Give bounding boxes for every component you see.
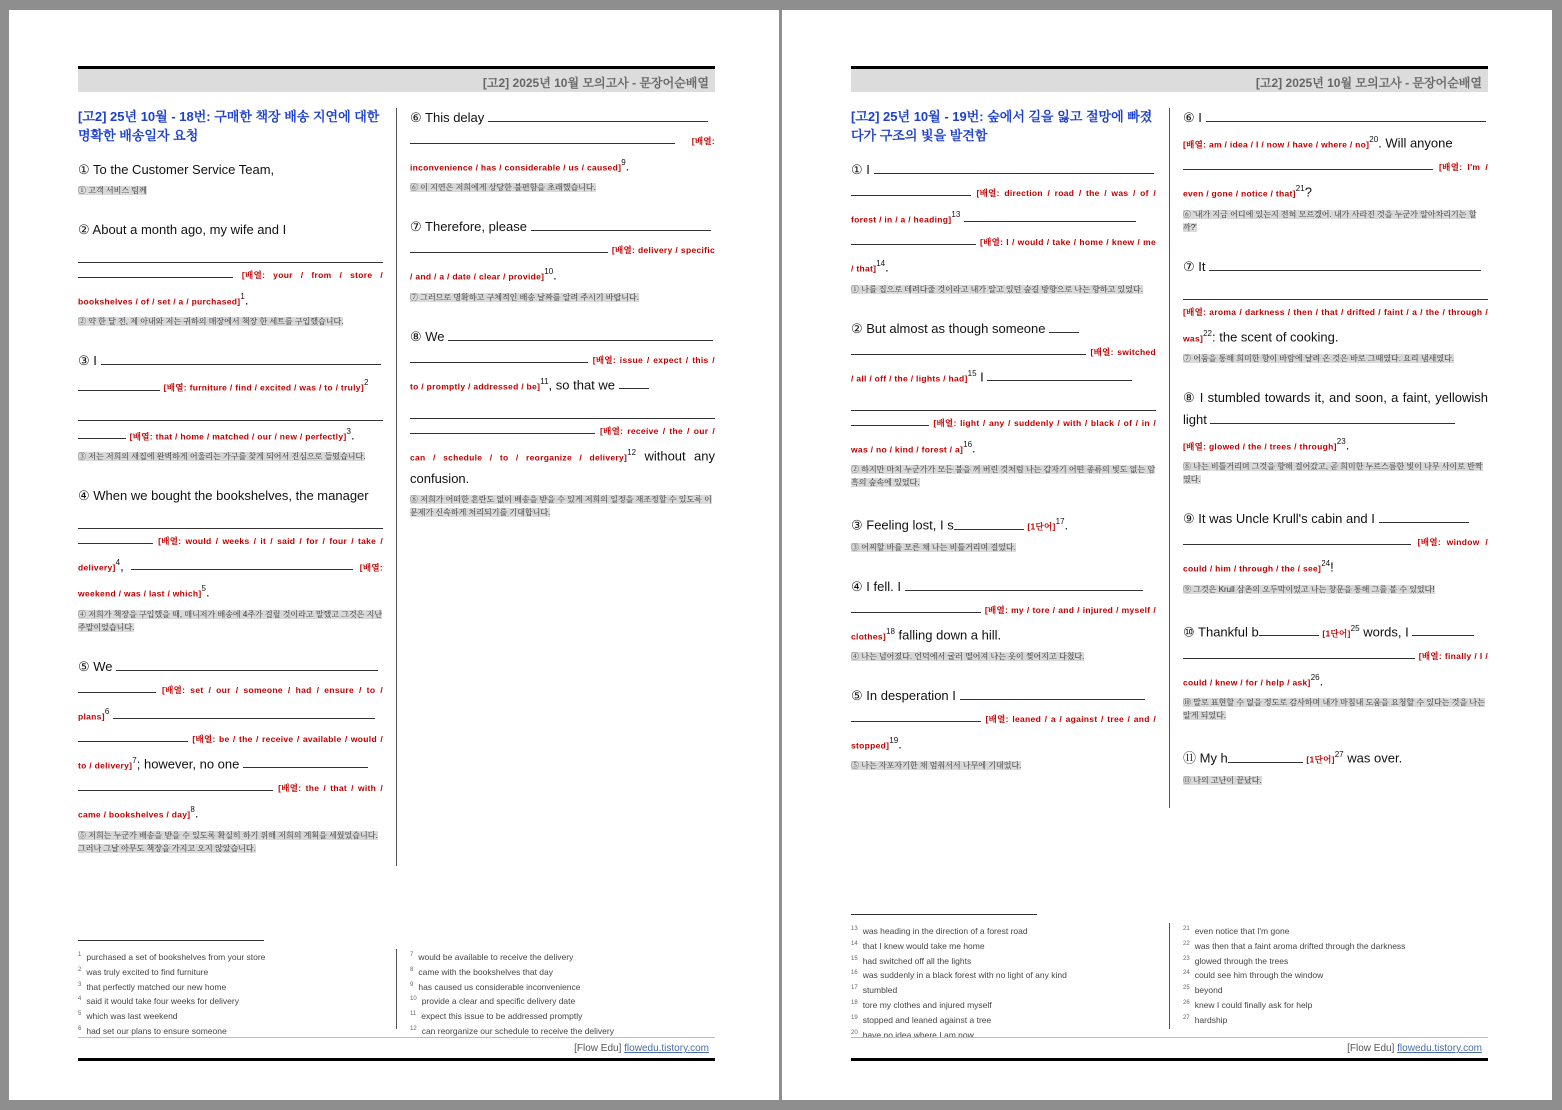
footnote-text: was heading in the direction of a forest road bbox=[862, 925, 1028, 936]
korean-translation: ⑤ 나는 자포자기한 채 멈춰서서 나무에 기대었다. bbox=[851, 761, 1022, 771]
sentence-start: ⑦ Therefore, please bbox=[410, 219, 527, 235]
footnotes-left bbox=[78, 949, 388, 1038]
sentence-start: ⑦ It bbox=[1183, 258, 1206, 274]
question-title: [고2] 25년 10월 - 19번: 숲에서 길을 잃고 절망에 빠졌다가 구조의 빛을 발견함 bbox=[851, 109, 1153, 143]
answer-blank[interactable] bbox=[101, 351, 381, 365]
korean-translation: ⑧ 저희가 어떠한 혼란도 없이 배송을 받을 수 있게 저희의 일정을 재조정할 수 있도록 이 문제가 신속하게 처리되기를 기대합니다. bbox=[410, 495, 712, 518]
answer-blank[interactable] bbox=[78, 507, 383, 529]
column-divider bbox=[1169, 108, 1170, 808]
answer-blank[interactable] bbox=[78, 777, 273, 791]
sentence-start: ③ I bbox=[78, 353, 97, 369]
footnote-number: 6 bbox=[78, 1026, 82, 1033]
footnote-number: 24 bbox=[1183, 970, 1190, 977]
sentence-mid: ; however, no one bbox=[136, 756, 240, 772]
answer-blank[interactable] bbox=[851, 412, 929, 426]
answer-blank[interactable] bbox=[851, 182, 971, 196]
answer-blank[interactable] bbox=[78, 728, 188, 742]
footnote-divider bbox=[1169, 923, 1170, 1029]
answer-blank[interactable] bbox=[448, 327, 713, 341]
footnote bbox=[78, 964, 388, 979]
sentence-start: ① I bbox=[851, 162, 870, 177]
word-order-hint: [배열: the / that / with / came / bookshelves / day] bbox=[78, 783, 383, 820]
footnote-number: 9 bbox=[410, 981, 414, 988]
footnote-number: 12 bbox=[410, 1026, 417, 1033]
footnote bbox=[1183, 967, 1488, 982]
footnote bbox=[410, 993, 715, 1008]
sentence-start: ② About a month ago, my wife and I bbox=[78, 222, 287, 237]
page-header: [고2] 2025년 10월 모의고사 - 문장어순배열 bbox=[78, 66, 715, 92]
word-order-hint: [배열: your / from / store / bookshelves / of / set / a / purchased] bbox=[78, 270, 383, 307]
footnote-number: 19 bbox=[851, 1014, 858, 1021]
footnotes-right bbox=[410, 949, 715, 1038]
sentence-start: ⑥ I bbox=[1183, 110, 1202, 125]
footnote bbox=[1183, 982, 1488, 997]
answer-blank[interactable] bbox=[851, 708, 981, 722]
sentence-end: was over. bbox=[1347, 750, 1403, 766]
footer-link[interactable]: flowedu.tistory.com bbox=[624, 1043, 709, 1054]
footnote-number: 1 bbox=[78, 952, 82, 958]
sentence-text: ① To the Customer Service Team, bbox=[78, 162, 275, 177]
sentence-11: ⑪ My h [1단어]$^{27}$ was over. ⑪ 나의 고난이 끝났다. bbox=[1183, 750, 1403, 785]
footnote-text: glowed through the trees bbox=[1194, 955, 1289, 966]
footnote-text: hardship bbox=[1194, 1014, 1228, 1025]
sentence-start: ③ Feeling lost, I s bbox=[851, 517, 954, 533]
answer-blank[interactable] bbox=[1183, 278, 1488, 300]
word-order-hint: [배열: that / home / matched / our / new / perfectly] bbox=[129, 430, 347, 441]
footnote bbox=[78, 979, 388, 994]
answer-blank[interactable] bbox=[131, 556, 353, 570]
sentence-5: ⑤ We [배열: set / our / someone / had / ensure / to / plans]$^6$ [배열: be / the / receive / available / would / to / delivery]$^7$; however, no one [배열: the / that / with / came / bookshelves / day]$^8$. ⑤ 저희는 누군가 배송을 받을 수 있도록 확실히 하기 위해 저희의 계획을 세웠었습니다. 그러나 그날 아무도 책장을 가지고 오지 않았습니다. bbox=[78, 658, 383, 853]
footnote-number: 25 bbox=[1183, 985, 1190, 992]
answer-blank[interactable] bbox=[619, 375, 649, 389]
page-2 bbox=[782, 10, 1552, 1100]
footer-label: [Flow Edu] bbox=[1347, 1043, 1395, 1054]
sentence-start: ⑩ Thankful b bbox=[1183, 623, 1259, 639]
word-order-hint: [배열: switched / all / off / the / lights / had] bbox=[851, 346, 1156, 383]
word-order-hint: [배열: direction / road / the / was / of / forest / in / a / heading] bbox=[851, 188, 1156, 225]
korean-translation: ⑪ 나의 고난이 끝났다. bbox=[1183, 775, 1262, 785]
footer-label: [Flow Edu] bbox=[574, 1043, 622, 1054]
sentence-3: ③ I [배열: furniture / find / excited / was / to / truly]$^2$ [배열: that / home / matched / our / new / perfectly]$^3$. ③ 저는 저희의 새집에 완벽하게 어울리는 가구를 찾게 되어서 진심으로 들떴습니다. bbox=[78, 350, 383, 463]
footnote-text: was suddenly in a black forest with no light of any kind bbox=[862, 970, 1067, 981]
footnote-text: that I knew would take me home bbox=[862, 940, 985, 951]
word-order-hint: [배열: my / tore / and / injured / myself / clothes] bbox=[851, 604, 1156, 641]
sentence-start: ④ When we bought the bookshelves, the manager bbox=[78, 487, 369, 503]
question-title: [고2] 25년 10월 - 18번: 구매한 책장 배송 지연에 대한 명확한 배송일자 요청 bbox=[78, 109, 380, 143]
word-order-hint: [배열: leaned / a / against / tree / and / stopped] bbox=[851, 713, 1156, 751]
answer-blank[interactable] bbox=[1183, 531, 1411, 545]
korean-translation: ⑨ 그것은 Krull 삼촌의 오두막이었고 나는 창문을 통해 그를 볼 수 있었다! bbox=[1183, 584, 1435, 594]
column-divider bbox=[396, 108, 397, 866]
answer-blank[interactable] bbox=[851, 389, 1156, 411]
footnote bbox=[851, 967, 1161, 982]
footnote-text: stumbled bbox=[862, 985, 898, 996]
word-order-hint: [배열: weekend / was / last / which] bbox=[78, 562, 383, 599]
footnote bbox=[851, 1012, 1161, 1027]
footnote-text: which was last weekend bbox=[86, 1011, 178, 1022]
korean-translation: ⑦ 어둠을 통해 희미한 향이 바람에 날려 온 것은 바로 그때였다. 요리 냄새였다. bbox=[1183, 353, 1454, 363]
footnote-number: 26 bbox=[1183, 1000, 1190, 1007]
answer-blank[interactable] bbox=[78, 377, 160, 391]
footnote bbox=[78, 1008, 388, 1023]
sentence-start: ⑥ This delay bbox=[410, 110, 485, 125]
footnote bbox=[410, 949, 715, 964]
sentence-start: ④ I fell. I bbox=[851, 578, 901, 594]
word-order-hint: [배열: delivery / specific / and / a / date / clear / provide] bbox=[410, 245, 715, 282]
footnote-number: 14 bbox=[851, 940, 858, 947]
sentence-9: ⑨ It was Uncle Krull's cabin and I [배열: window / could / him / through / the / see]$^{24}$! ⑨ 그것은 Krull 삼촌의 오두막이었고 나는 창문을 통해 그를 볼 수 있었다! bbox=[1183, 511, 1488, 594]
footnote bbox=[78, 1023, 388, 1038]
answer-blank[interactable] bbox=[905, 577, 1143, 591]
page-footer bbox=[78, 1037, 715, 1061]
footnote-number: 11 bbox=[410, 1011, 417, 1018]
sentence-end: : the scent of cooking. bbox=[1212, 328, 1339, 344]
korean-translation: ⑦ 그러므로 명확하고 구체적인 배송 날짜를 알려 주시기 바랍니다. bbox=[410, 292, 639, 302]
answer-blank[interactable] bbox=[116, 657, 378, 671]
sentence-8: ⑧ We [배열: issue / expect / this / to / promptly / addressed / be]$^{11}$, so that we [배열: receive / the / our / can / schedule / to / reorganize / delivery]$^{12}$ without any confusion. ⑧ 저희가 어떠한 혼란도 없이 배송을 받을 수 있게 저희의 일정을 재조정할 수 있도록 이 문제가 신속하게 처리되기를 기대합니다. bbox=[410, 328, 715, 518]
answer-blank[interactable] bbox=[964, 208, 1136, 222]
footnote-text: had set our plans to ensure someone bbox=[86, 1025, 227, 1036]
page-header: [고2] 2025년 10월 모의고사 - 문장어순배열 bbox=[851, 66, 1488, 92]
answer-blank[interactable] bbox=[410, 397, 715, 419]
footnote-number: 15 bbox=[851, 955, 858, 962]
sentence-7: ⑦ Therefore, please [배열: delivery / specific / and / a / date / clear / provide]$^{10}$. ⑦ 그러므로 명확하고 구체적인 배송 날짜를 알려 주시기 바랍니다. bbox=[410, 219, 715, 302]
word-order-hint: [배열: set / our / someone / had / ensure / to / plans] bbox=[78, 684, 383, 721]
answer-blank[interactable] bbox=[851, 231, 976, 245]
footnote bbox=[1183, 1012, 1488, 1027]
footnote bbox=[1183, 953, 1488, 968]
korean-translation: ④ 나는 넘어졌다. 언덕에서 굴러 떨어져 나는 옷이 찢어지고 다쳤다. bbox=[851, 651, 1085, 661]
footnote bbox=[78, 949, 388, 964]
footnote-number: 22 bbox=[1183, 940, 1190, 947]
answer-blank[interactable] bbox=[954, 516, 1024, 530]
footnote-text: was then that a faint aroma drifted through the darkness bbox=[1194, 940, 1406, 951]
left-column bbox=[78, 107, 383, 871]
answer-blank[interactable] bbox=[410, 130, 675, 144]
footnote-text: would be available to receive the delivery bbox=[418, 951, 574, 962]
footnote-text: came with the bookshelves that day bbox=[418, 966, 554, 977]
answer-blank[interactable] bbox=[488, 108, 708, 122]
sentence-8: ⑧ I stumbled towards it, and soon, a faint, yellowish light [배열: glowed / the / trees / through]$^{23}$. ⑧ 나는 비틀거리며 그것을 향해 걸어갔고, 곧 희미한 누르스름한 빛이 나무 사이로 반짝였다. bbox=[1183, 389, 1488, 485]
korean-translation: ③ 저는 저희의 새집에 완벽하게 어울리는 가구를 찾게 되어서 진심으로 들떴습니다. bbox=[78, 451, 366, 461]
footnote-number: 10 bbox=[410, 996, 417, 1003]
footnote bbox=[410, 964, 715, 979]
answer-blank[interactable] bbox=[243, 754, 368, 768]
footnote-text: even notice that I'm gone bbox=[1194, 925, 1290, 936]
left-column bbox=[851, 107, 1156, 788]
word-order-hint: [배열: be / the / receive / available / would / to / delivery] bbox=[78, 733, 383, 771]
sentence-mid: , so that we bbox=[548, 376, 616, 392]
word-order-hint: [배열: finally / I / could / knew / for / help / ask] bbox=[1183, 650, 1488, 688]
word-order-hint: [배열: aroma / darkness / then / that / drifted / faint / a / the / through / was] bbox=[1183, 306, 1488, 343]
footnote bbox=[851, 923, 1161, 938]
footnote-number: 27 bbox=[1183, 1014, 1190, 1021]
footnote-number: 20 bbox=[851, 1029, 858, 1036]
footnote-number: 21 bbox=[1183, 926, 1190, 932]
footnote bbox=[1183, 997, 1488, 1012]
answer-blank[interactable] bbox=[78, 530, 153, 544]
footnote-text: said it would take four weeks for delivery bbox=[86, 996, 239, 1007]
footnote-number: 23 bbox=[1183, 955, 1190, 962]
answer-blank[interactable] bbox=[851, 341, 1086, 355]
word-order-hint: [배열: am / idea / I / now / have / where / no] bbox=[1183, 139, 1370, 150]
answer-blank[interactable] bbox=[1183, 645, 1415, 659]
korean-translation: ① 고객 서비스 팀께 bbox=[78, 186, 147, 195]
footnote-number: 2 bbox=[78, 966, 82, 973]
footnote-text: that perfectly matched our new home bbox=[86, 981, 227, 992]
footnote-text: expect this issue to be addressed promptly bbox=[421, 1011, 583, 1022]
korean-translation: ⑥ '내가 지금 어디에 있는지 전혀 모르겠어. 내가 사라진 것을 누군가 알아차리기는 할까?' bbox=[1183, 209, 1477, 232]
sentence-start: ⑤ We bbox=[78, 658, 113, 674]
footnote-text: has caused us considerable inconvenience bbox=[418, 981, 581, 992]
sentence-6: ⑥ I [배열: am / idea / I / now / have / where / no]$^{20}$. Will anyone [배열: I'm / even / gone / notice / that]$^{21}$? ⑥ '내가 지금 어디에 있는지 전혀 모르겠어. 내가 사라진 것을 누군가 알아차리기는 할까?' bbox=[1183, 110, 1488, 232]
answer-blank[interactable] bbox=[113, 705, 375, 719]
answer-blank[interactable] bbox=[987, 367, 1132, 381]
footnote bbox=[851, 953, 1161, 968]
sentence-start: ⑧ We bbox=[410, 328, 445, 344]
answer-blank[interactable] bbox=[410, 349, 588, 363]
korean-translation: ③ 어찌할 바를 모른 채 나는 비틀거리며 걸었다. bbox=[851, 542, 1016, 552]
word-order-hint: [배열: furniture / find / excited / was / to / truly] bbox=[163, 382, 364, 393]
answer-blank[interactable] bbox=[1412, 622, 1474, 636]
sentence-2: ② But almost as though someone [배열: switched / all / off / the / lights / had]$^{15}$ I [배열: light / any / suddenly / with / black / of / in / was / no / kind / forest / a]$^{16}$. ② 하지만 마치 누군가가 모든 불을 꺼 버린 것처럼 나는 갑자기 어떤 종류의 빛도 없는 암흑의 숲속에 있었다. bbox=[851, 320, 1156, 488]
footnote-text: have no idea where I am now bbox=[862, 1029, 974, 1040]
sentence-7: ⑦ It [배열: aroma / darkness / then / that / drifted / faint / a / the / through / was]$^{22}$: the scent of cooking. ⑦ 어둠을 통해 희미한 향이 바람에 날려 온 것은 바로 그때였다. 요리 냄새였다. bbox=[1183, 258, 1488, 363]
word-order-hint: [배열: I / would / take / home / knew / me / that] bbox=[851, 237, 1156, 274]
sentence-2: ② About a month ago, my wife and I [배열: your / from / store / bookshelves / of / set / a / purchased]$^1$. ② 약 한 달 전, 제 아내와 저는 귀하의 매장에서 책장 한 세트를 구입했습니다. bbox=[78, 219, 383, 328]
footnote bbox=[78, 993, 388, 1008]
sentence-4: ④ I fell. I [배열: my / tore / and / injured / myself / clothes]$^{18}$ falling down a hill. ④ 나는 넘어졌다. 언덕에서 굴러 떨어져 나는 옷이 찢어지고 다쳤다. bbox=[851, 578, 1156, 661]
footnote-text: purchased a set of bookshelves from your store bbox=[86, 951, 266, 962]
word-order-hint: [배열: receive / the / our / can / schedule / to / reorganize / delivery] bbox=[410, 425, 715, 463]
footnote-text: knew I could finally ask for help bbox=[1194, 999, 1313, 1010]
word-order-hint: [배열: I'm / even / gone / notice / that] bbox=[1183, 162, 1488, 199]
footnote-text: stopped and leaned against a tree bbox=[862, 1014, 992, 1025]
footnotes-right bbox=[1183, 923, 1488, 1027]
sentence-start: ⑪ My h bbox=[1183, 750, 1228, 766]
footnote bbox=[851, 938, 1161, 953]
footnote-text: had switched off all the lights bbox=[862, 955, 972, 966]
word-order-hint: [배열: window / could / him / through / the / see] bbox=[1183, 537, 1488, 574]
sentence-start: ⑧ I stumbled towards it, and soon, a faint, yellowish light bbox=[1183, 389, 1488, 427]
sentence-end: falling down a hill. bbox=[898, 626, 1002, 642]
footnote-text: beyond bbox=[1194, 985, 1223, 996]
footnote bbox=[410, 979, 715, 994]
korean-translation: ④ 저희가 책장을 구입했을 때, 매니저가 배송에 4주가 걸릴 것이라고 말했고 그것은 지난 주말이었습니다. bbox=[78, 609, 383, 632]
footnote-text: can reorganize our schedule to receive the delivery bbox=[421, 1025, 614, 1036]
answer-blank[interactable] bbox=[1209, 257, 1481, 271]
sentence-1: ① I [배열: direction / road / the / was / of / forest / in / a / heading]$^{13}$ [배열: I / would / take / home / knew / me / that]$^{14}$. ① 나를 집으로 데려다줄 것이라고 내가 알고 있던 숲길 방향으로 나는 향하고 있었다. bbox=[851, 162, 1156, 294]
sentence-mid: Will anyone bbox=[1385, 135, 1453, 151]
answer-blank[interactable] bbox=[960, 686, 1145, 700]
answer-blank[interactable] bbox=[410, 420, 595, 434]
sentence-3: ③ Feeling lost, I s [1단어]$^{17}$. ③ 어찌할 바를 모른 채 나는 비틀거리며 걸었다. bbox=[851, 517, 1069, 552]
answer-blank[interactable] bbox=[1183, 156, 1433, 170]
footnote bbox=[1183, 938, 1488, 953]
answer-blank[interactable] bbox=[1259, 622, 1319, 636]
footnote-number: 5 bbox=[78, 1011, 82, 1018]
answer-blank[interactable] bbox=[874, 160, 1154, 174]
word-order-hint: [배열: light / any / suddenly / with / black / of / in / was / no / kind / forest / a] bbox=[851, 417, 1156, 455]
footnote-rule bbox=[851, 914, 1037, 915]
footnote-number: 13 bbox=[851, 926, 858, 932]
footnote bbox=[851, 982, 1161, 997]
sentence-6: ⑥ This delay [배열: inconvenience / has / considerable / us / caused]$^9$. ⑥ 이 지연은 저희에게 상당한 불편함을 초래했습니다. bbox=[410, 110, 715, 193]
footnote bbox=[1183, 923, 1488, 938]
word-order-hint: [배열: inconvenience / has / considerable / us / caused] bbox=[410, 136, 715, 173]
answer-blank[interactable] bbox=[410, 239, 608, 253]
footnote-number: 16 bbox=[851, 970, 858, 977]
answer-blank[interactable] bbox=[1206, 108, 1486, 122]
footnote-divider bbox=[396, 949, 397, 1029]
sentence-mid: I bbox=[980, 368, 984, 384]
korean-translation: ⑥ 이 지연은 저희에게 상당한 불편함을 초래했습니다. bbox=[410, 183, 596, 193]
sentence-4: ④ When we bought the bookshelves, the manager [배열: would / weeks / it / said / for / four / take / delivery]$^4$, [배열: weekend / was / last / which]$^5$. ④ 저희가 책장을 구입했을 때, 매니저가 배송에 4주가 걸릴 것이라고 말했고 그것은 지난 주말이었습니다. bbox=[78, 485, 383, 634]
korean-translation: ② 약 한 달 전, 제 아내와 저는 귀하의 매장에서 책장 한 세트를 구입했습니다. bbox=[78, 317, 344, 327]
right-column bbox=[410, 107, 715, 535]
answer-blank[interactable] bbox=[531, 217, 711, 231]
footnote-text: was truly excited to find furniture bbox=[86, 966, 209, 977]
sentence-mid: words, I bbox=[1363, 623, 1409, 639]
sentence-5: ⑤ In desperation I [배열: leaned / a / against / tree / and / stopped]$^{19}$. ⑤ 나는 자포자기한 채 멈춰서서 나무에 기대었다. bbox=[851, 687, 1156, 771]
footnote-number: 3 bbox=[78, 981, 82, 988]
footnote bbox=[410, 1023, 715, 1038]
sentence-start: ⑤ In desperation I bbox=[851, 687, 956, 703]
answer-blank[interactable] bbox=[78, 425, 126, 439]
footnote bbox=[410, 1008, 715, 1023]
korean-translation: ⑤ 저희는 누군가 배송을 받을 수 있도록 확실히 하기 위해 저희의 계획을 세웠었습니다. 그러나 그날 아무도 책장을 가지고 오지 않았습니다. bbox=[78, 830, 378, 853]
korean-translation: ⑧ 나는 비틀거리며 그것을 향해 걸어갔고, 곧 희미한 누르스름한 빛이 나무 사이로 반짝였다. bbox=[1183, 462, 1483, 485]
sentence-1 bbox=[78, 159, 383, 197]
sentence-10: ⑩ Thankful b [1단어]$^{25}$ words, I [배열: finally / I / could / knew / for / help / ask]$^{26}$. ⑩ 말로 표현할 수 없을 정도로 감사하며 내가 마침내 도움을 요청할 수 있다는 것을 나는 알게 되었다. bbox=[1183, 623, 1488, 721]
footnote-rule bbox=[78, 940, 264, 941]
footnote-number: 8 bbox=[410, 966, 414, 973]
answer-blank[interactable] bbox=[78, 241, 383, 263]
footnote-number: 4 bbox=[78, 996, 82, 1003]
word-order-hint: [배열: issue / expect / this / to / promptly / addressed / be] bbox=[410, 354, 715, 391]
answer-blank[interactable] bbox=[1210, 410, 1455, 424]
footnote-number: 18 bbox=[851, 1000, 858, 1007]
answer-blank[interactable] bbox=[1049, 319, 1079, 333]
single-word-tag: [1단어] bbox=[1027, 521, 1056, 532]
answer-blank[interactable] bbox=[1228, 749, 1303, 763]
footnote-text: could see him through the window bbox=[1194, 970, 1324, 981]
right-column bbox=[1183, 107, 1488, 803]
korean-translation: ② 하지만 마치 누군가가 모든 불을 꺼 버린 것처럼 나는 갑자기 어떤 종류의 빛도 없는 암흑의 숲속에 있었다. bbox=[851, 465, 1156, 488]
footnote bbox=[851, 997, 1161, 1012]
answer-blank[interactable] bbox=[78, 679, 156, 693]
answer-blank[interactable] bbox=[851, 599, 981, 613]
answer-blank[interactable] bbox=[78, 264, 233, 278]
page-footer bbox=[851, 1037, 1488, 1061]
sentence-start: ② But almost as though someone bbox=[851, 320, 1046, 336]
korean-translation: ⑩ 말로 표현할 수 없을 정도로 감사하며 내가 마침내 도움을 요청할 수 있다는 것을 나는 알게 되었다. bbox=[1183, 698, 1485, 721]
single-word-tag: [1단어] bbox=[1322, 627, 1351, 638]
answer-blank[interactable] bbox=[1379, 509, 1469, 523]
footer-link[interactable]: flowedu.tistory.com bbox=[1397, 1043, 1482, 1054]
page-1 bbox=[9, 10, 779, 1100]
answer-blank[interactable] bbox=[78, 399, 383, 421]
sentence-start: ⑨ It was Uncle Krull's cabin and I bbox=[1183, 511, 1375, 527]
footnote-text: provide a clear and specific delivery date bbox=[421, 996, 576, 1007]
footnote-text: tore my clothes and injured myself bbox=[862, 999, 992, 1010]
korean-translation: ① 나를 집으로 데려다줄 것이라고 내가 알고 있던 숲길 방향으로 나는 향하고 있었다. bbox=[851, 284, 1143, 294]
word-order-hint: [배열: glowed / the / trees / through] bbox=[1183, 441, 1337, 452]
sentence-end: without any confusion. bbox=[410, 448, 715, 487]
word-order-hint: [배열: would / weeks / it / said / for / four / take / delivery] bbox=[78, 535, 383, 573]
footnotes-left bbox=[851, 923, 1161, 1042]
footnote-number: 17 bbox=[851, 985, 858, 992]
footnote-number: 7 bbox=[410, 952, 414, 958]
single-word-tag: [1단어] bbox=[1306, 754, 1335, 765]
